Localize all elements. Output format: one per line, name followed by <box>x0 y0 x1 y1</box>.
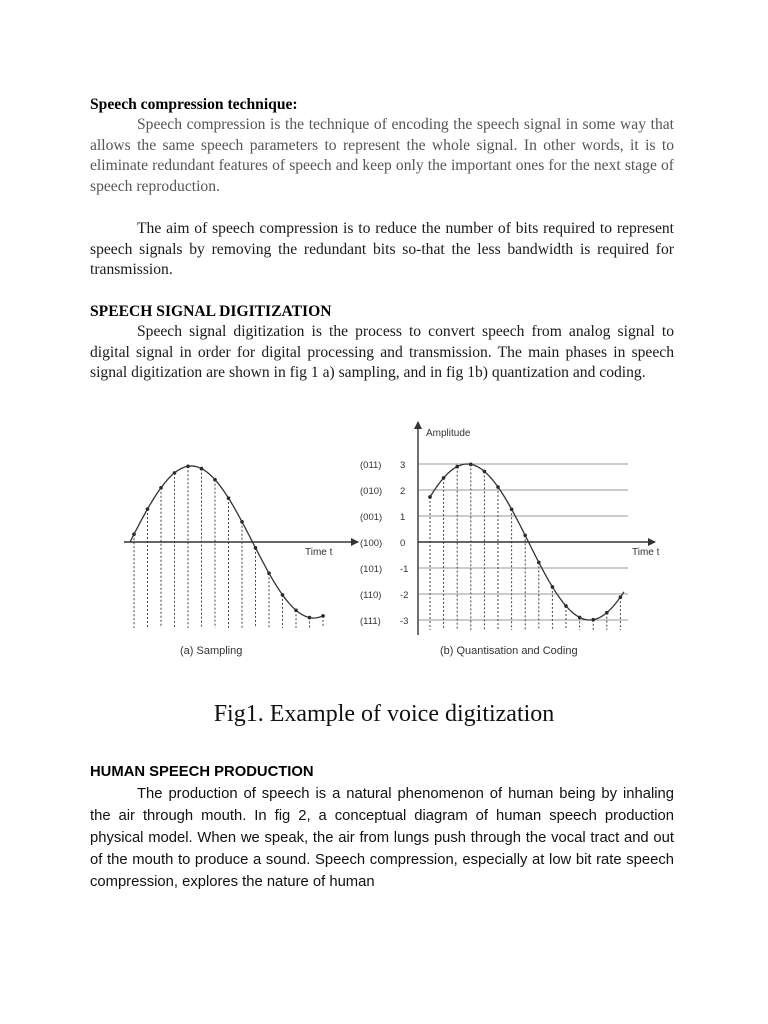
section-heading-speech-compression: Speech compression technique: <box>90 96 298 113</box>
section-speech-compression <box>90 95 674 197</box>
level-value-label: 1 <box>400 512 406 523</box>
section-human-speech-production <box>90 761 674 893</box>
sampling-panel <box>124 464 358 657</box>
paragraph-digitization: Speech signal digitization is the process to convert speech from analog signal to digital signal in order for digital processing and transmission. The main phases in speech signal digitization are shown in fig 1 a) sampling, and in fig 1b) quantization and coding. <box>90 323 674 382</box>
quantisation-panel <box>360 422 660 657</box>
sampling-label: (a) Sampling <box>180 645 243 657</box>
level-code-label: (101) <box>360 564 383 575</box>
level-value-label: 2 <box>400 486 406 497</box>
level-value-label: -3 <box>400 616 409 627</box>
level-value-label: 0 <box>400 538 406 549</box>
paragraph-compression-definition: Speech compression is the technique of encoding the speech signal in some way that allows the same speech parameters to represent the whole signal. In other words, it is to eliminate redundant features of speech and keep only the important ones for the next stage of speech reproduction. <box>90 116 674 195</box>
paragraph-compression-aim: The aim of speech compression is to reduce the number of bits required to represent speech signals by removing the redundant bits so-that the less bandwidth is required for transmission. <box>90 220 674 279</box>
level-code-label: (110) <box>360 590 382 601</box>
level-code-label: (100) <box>360 538 383 549</box>
level-code-label: (010) <box>360 486 383 497</box>
section-heading-speech-production: HUMAN SPEECH PRODUCTION <box>90 764 314 780</box>
section-signal-digitization <box>90 302 674 384</box>
voice-digitization-figure <box>100 410 660 670</box>
level-code-label: (011) <box>360 460 382 471</box>
level-value-label: 3 <box>400 460 406 471</box>
time-axis-label: Time t <box>305 547 333 558</box>
time-axis-label: Time t <box>632 547 660 558</box>
amplitude-axis-label: Amplitude <box>426 428 471 439</box>
section-compression-aim <box>90 219 674 281</box>
level-value-label: -2 <box>400 590 409 601</box>
section-heading-digitization: SPEECH SIGNAL DIGITIZATION <box>90 303 332 320</box>
level-code-label: (001) <box>360 512 383 523</box>
level-code-label: (111) <box>360 616 381 627</box>
quantisation-label: (b) Quantisation and Coding <box>440 645 578 657</box>
level-value-label: -1 <box>400 564 409 575</box>
figure-caption: Fig1. Example of voice digitization <box>213 701 555 727</box>
paragraph-speech-production: The production of speech is a natural phenomenon of human being by inhaling the air through mouth. In fig 2, a conceptual diagram of human speech production physical model. When we speak, the air from lungs push through the vocal tract and out of the mouth to produce a sound. Speech compression, especially at low bit rate speech compression, explores the nature of human <box>90 786 674 890</box>
